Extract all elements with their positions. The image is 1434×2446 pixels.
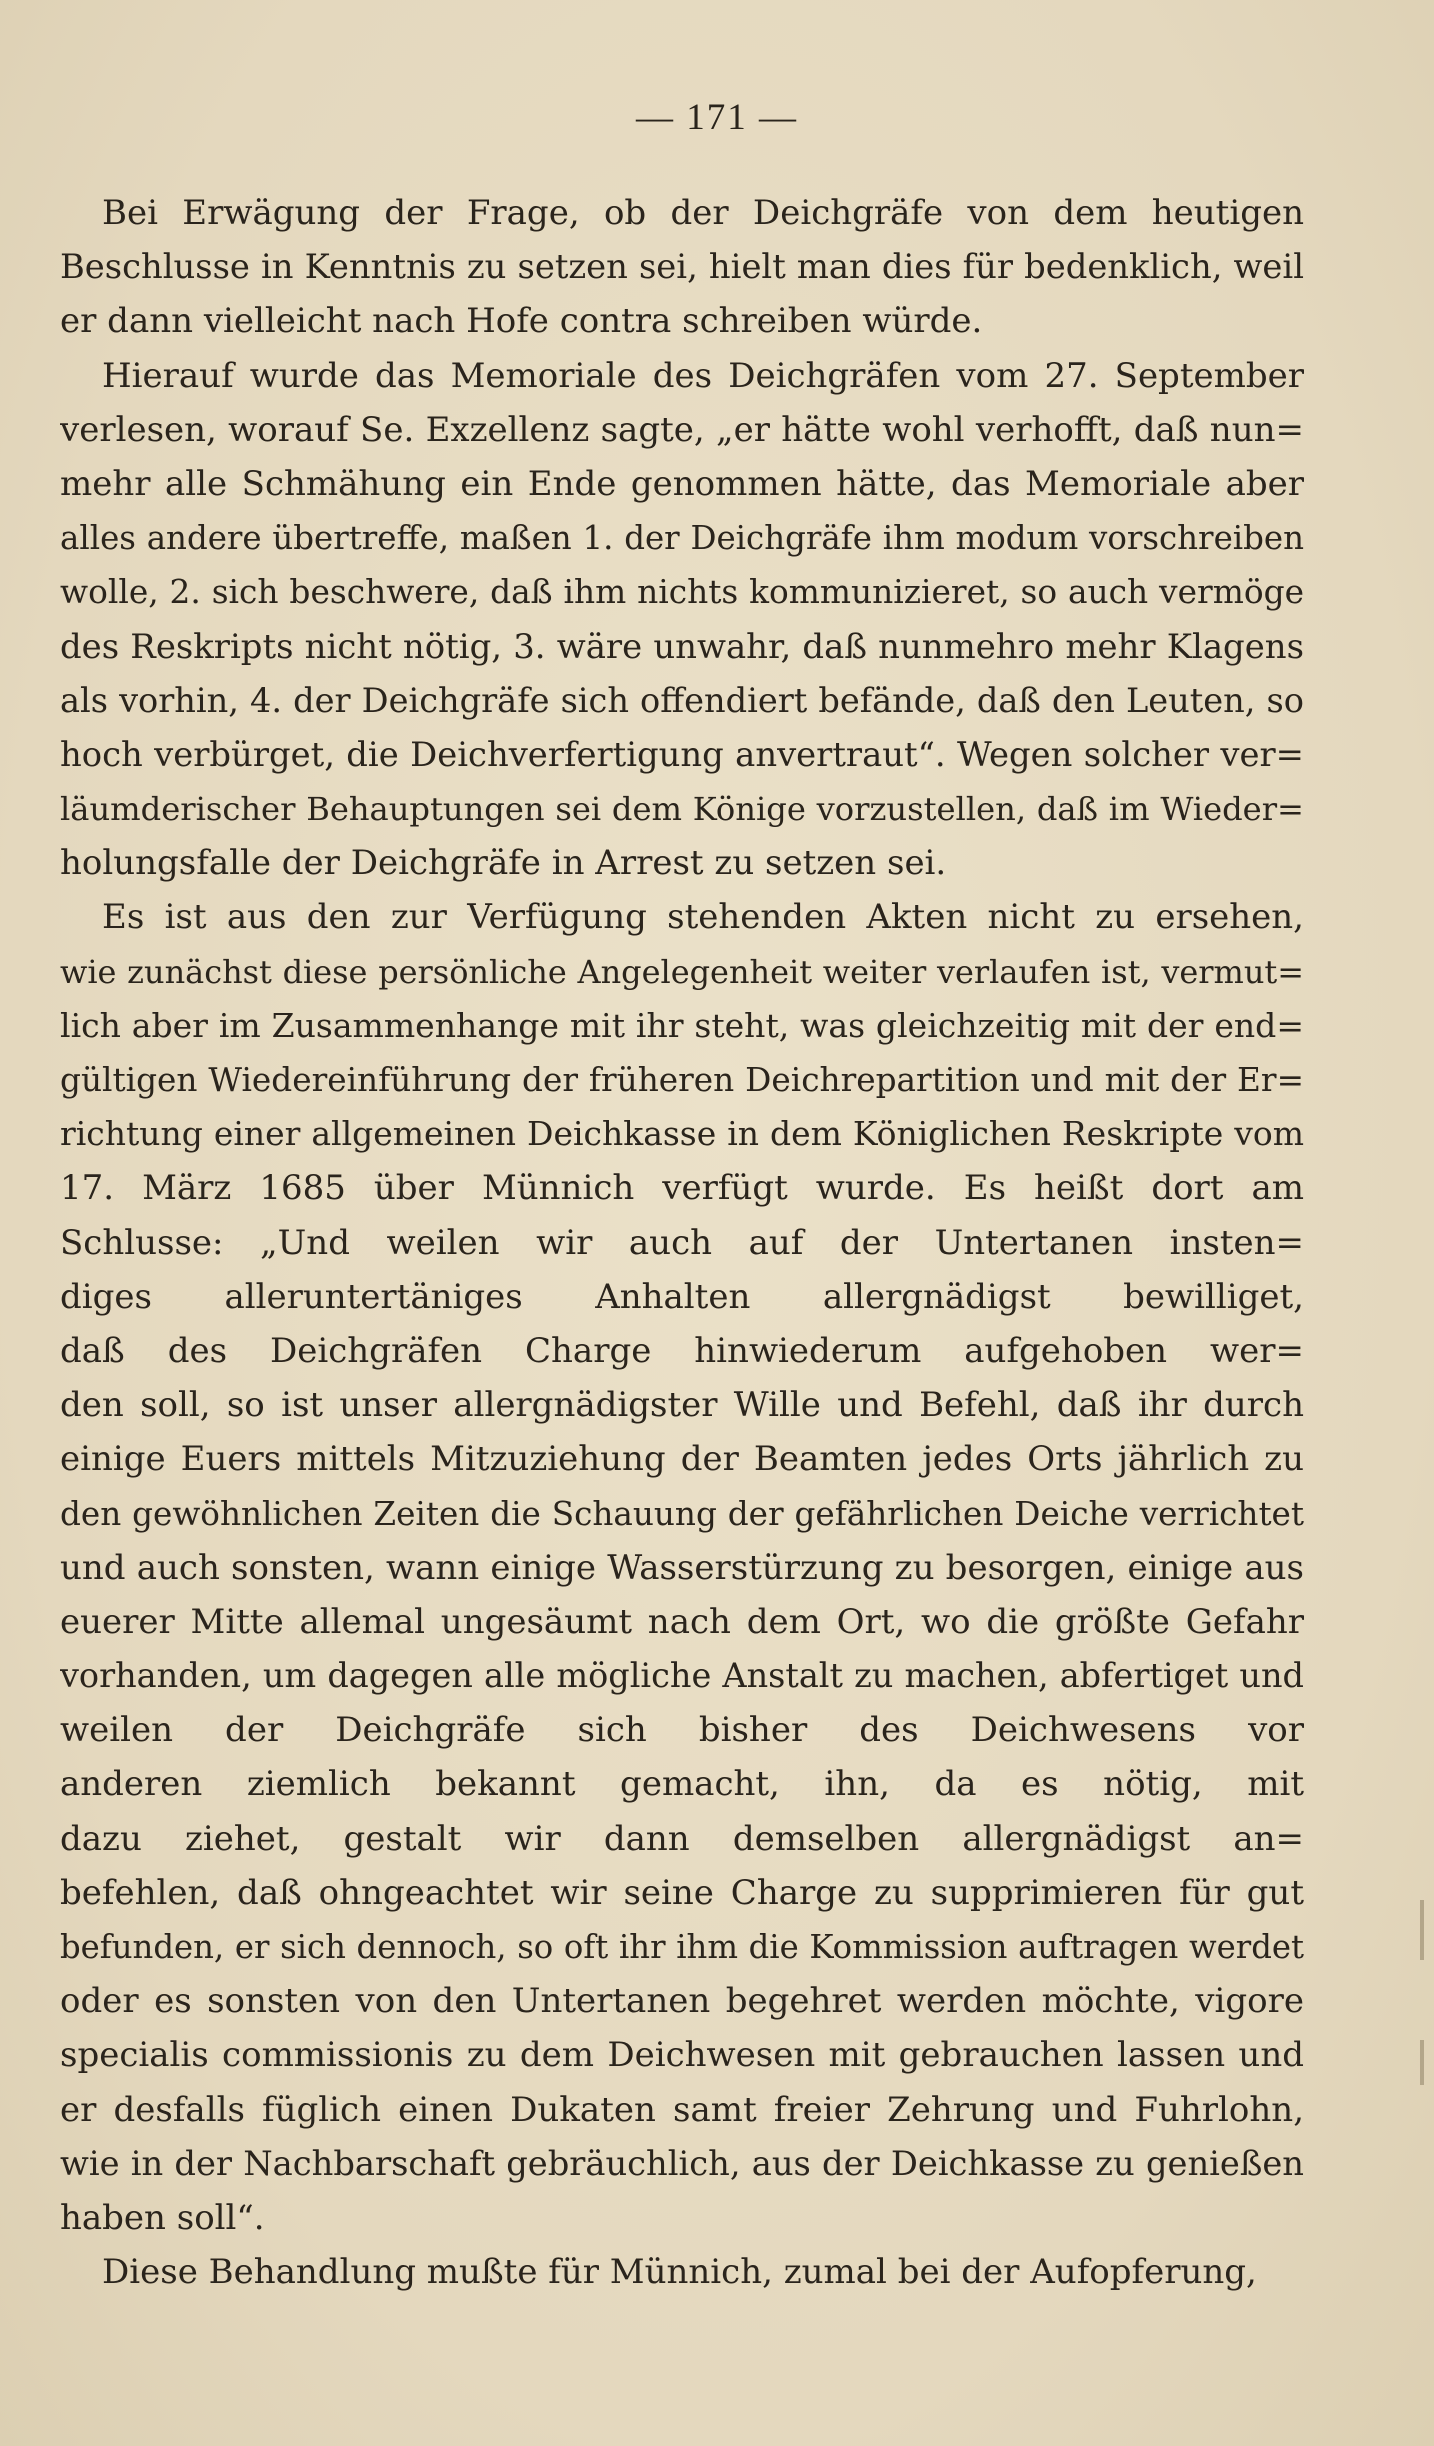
paragraph — [60, 349, 1304, 891]
text-line: alles andere übertreffe, maßen 1. der Deichgräfe ihm modum vorschreiben — [60, 519, 1304, 558]
text-line: Hierauf wurde das Memoriale des Deichgräfen vom 27. September — [102, 355, 1304, 396]
text-line: holungsfalle der Deichgräfe in Arrest zu setzen sei. — [60, 843, 947, 884]
paragraph — [60, 186, 1304, 349]
text-line: verlesen, worauf Se. Exzellenz sagte, „er hätte wohl verhofft, daß nun= — [60, 409, 1304, 450]
text-line: wie zunächst diese persönliche Angelegenheit weiter verlaufen ist, vermut= — [60, 952, 1304, 991]
text-line: richtung einer allgemeinen Deichkasse in dem Königlichen Reskripte vom — [60, 1114, 1304, 1154]
text-line: hoch verbürget, die Deichverfertigung anvertraut“. Wegen solcher ver= — [60, 734, 1304, 774]
page-edge-mark — [1420, 2040, 1424, 2085]
text-line: läumderischer Behauptungen sei dem Könige vorzustellen, daß im Wieder= — [60, 790, 1304, 829]
text-line: er desfalls füglich einen Dukaten samt freier Zehrung und Fuhrlohn, — [60, 2089, 1304, 2130]
text-line: daß des Deichgräfen Charge hinwiederum aufgehoben wer= — [60, 1330, 1304, 1371]
text-line: Es ist aus den zur Verfügung stehenden Akten nicht zu ersehen, — [102, 897, 1304, 938]
text-line: lich aber im Zusammenhange mit ihr steht, was gleichzeitig mit der end= — [60, 1005, 1304, 1045]
text-line: vorhanden, um dagegen alle mögliche Anstalt zu machen, abfertiget und — [60, 1656, 1304, 1696]
text-line: des Reskripts nicht nötig, 3. wäre unwahr, daß nunmehro mehr Klagens — [60, 626, 1304, 666]
text-line: haben soll“. — [60, 2197, 265, 2238]
text-line: er dann vielleicht nach Hofe contra schreiben würde. — [60, 301, 983, 342]
text-line: befehlen, daß ohngeachtet wir seine Charge zu supprimieren für gut — [60, 1872, 1304, 1913]
text-line: Diese Behandlung mußte für Münnich, zumal bei der Aufopferung, — [102, 2252, 1257, 2293]
text-line: euerer Mitte allemal ungesäumt nach dem Ort, wo die größte Gefahr — [60, 1601, 1304, 1642]
text-line: Schlusse: „Und weilen wir auch auf der Untertanen insten= — [60, 1222, 1304, 1263]
paragraph — [60, 890, 1304, 2245]
text-line: als vorhin, 4. der Deichgräfe sich offendiert befände, daß den Leuten, so — [60, 680, 1304, 720]
text-line: befunden, er sich dennoch, so oft ihr ihm die Kommission auftragen werdet — [60, 1928, 1304, 1966]
text-line: weilen der Deichgräfe sich bisher des Deichwesens vor — [60, 1710, 1304, 1751]
paragraph — [60, 2245, 1304, 2299]
text-line: den gewöhnlichen Zeiten die Schauung der gefährlichen Deiche verrichtet — [60, 1494, 1304, 1533]
text-line: Beschlusse in Kenntnis zu setzen sei, hielt man dies für bedenklich, weil — [60, 247, 1304, 287]
text-line: einige Euers mittels Mitzuziehung der Beamten jedes Orts jährlich zu — [60, 1439, 1304, 1480]
text-line: und auch sonsten, wann einige Wasserstürzung zu besorgen, einige aus — [60, 1547, 1304, 1588]
text-line: wolle, 2. sich beschwere, daß ihm nichts kommunizieret, so auch vermöge — [60, 573, 1304, 612]
text-line: den soll, so ist unser allergnädigster Wille und Befehl, daß ihr durch — [60, 1385, 1304, 1426]
text-line: specialis commissionis zu dem Deichwesen mit gebrauchen lassen und — [60, 2035, 1304, 2076]
page-edge-mark — [1420, 1900, 1424, 1960]
text-line: dazu ziehet, gestalt wir dann demselben allergnädigst an= — [60, 1818, 1304, 1859]
body-text — [60, 186, 1304, 2299]
text-line: wie in der Nachbarschaft gebräuchlich, aus der Deichkasse zu genießen — [60, 2143, 1304, 2183]
text-line: Bei Erwägung der Frage, ob der Deichgräfe von dem heutigen — [102, 193, 1304, 233]
text-line: mehr alle Schmähung ein Ende genommen hätte, das Memoriale aber — [60, 463, 1304, 504]
page-number-header: — 171 — — [636, 97, 798, 138]
text-line: 17. März 1685 über Münnich verfügt wurde. Es heißt dort am — [60, 1168, 1304, 1209]
text-line: diges alleruntertäniges Anhalten allergnädigst bewilliget, — [60, 1276, 1304, 1317]
text-line: anderen ziemlich bekannt gemacht, ihn, da es nötig, mit — [60, 1764, 1304, 1805]
text-line: oder es sonsten von den Untertanen begehret werden möchte, vigore — [60, 1981, 1304, 2022]
text-line: gültigen Wiedereinführung der früheren Deichrepartition und mit der Er= — [60, 1061, 1304, 1099]
